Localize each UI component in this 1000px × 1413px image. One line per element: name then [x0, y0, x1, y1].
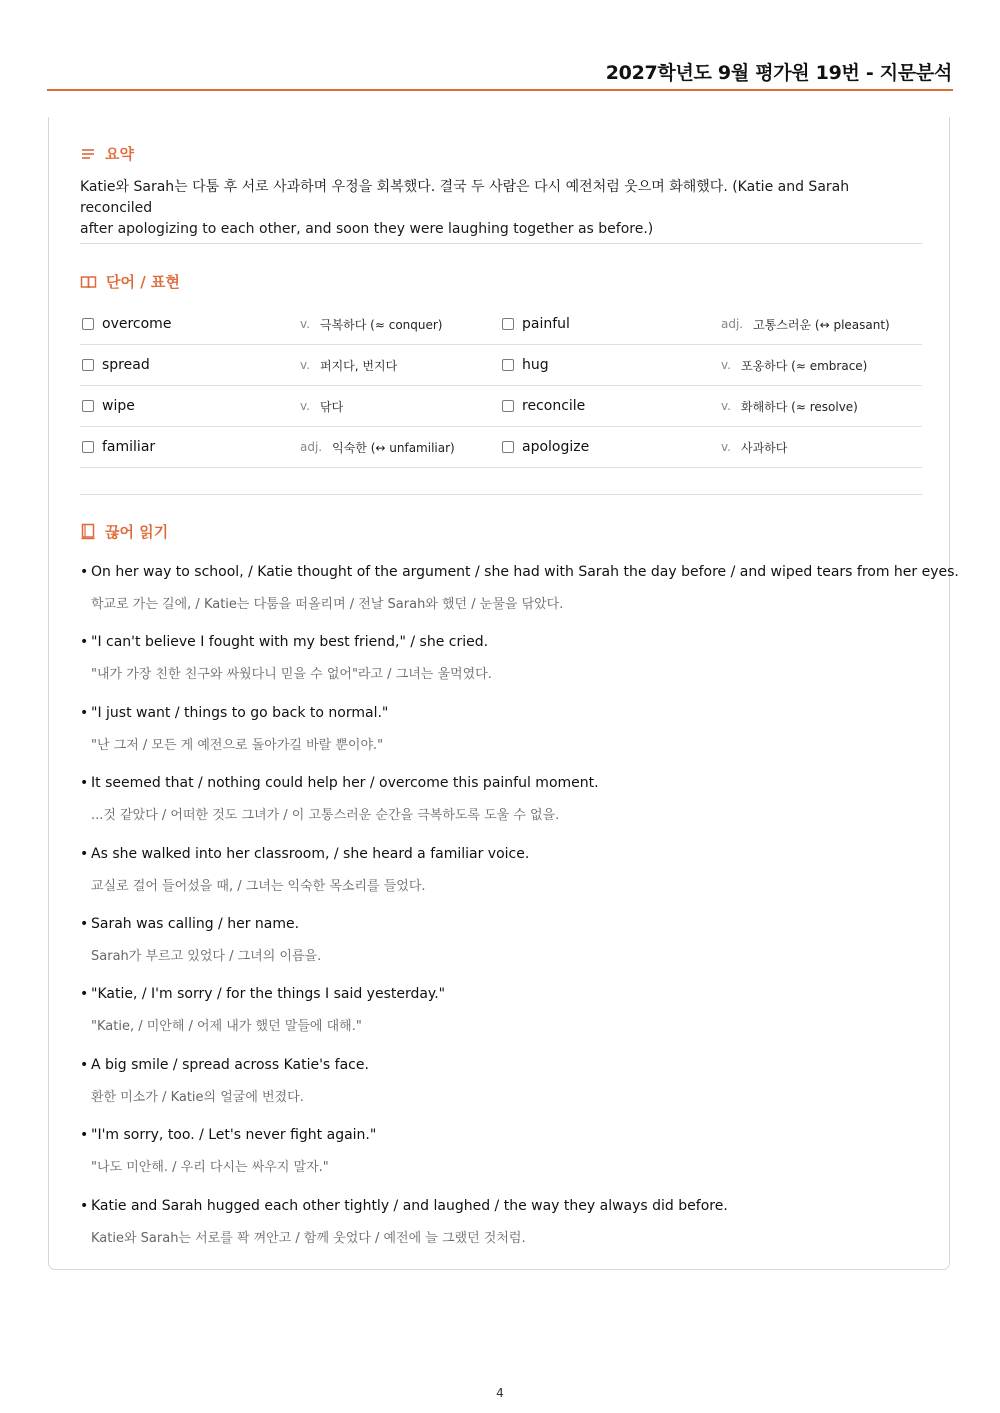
bullet: • — [80, 775, 89, 792]
reading-korean: "Katie, / 미안해 / 어제 내가 했던 말들에 대해." — [91, 1019, 362, 1035]
reading-english-text: "I'm sorry, too. / Let's never fight again." — [91, 1127, 377, 1144]
summary-line: after apologizing to each other, and soon they were laughing together as before.) — [80, 221, 654, 237]
list-item — [80, 701, 940, 771]
vocab-pos: adj. — [721, 317, 744, 331]
vocab-row — [80, 386, 922, 427]
vocab-word: painful — [522, 316, 570, 332]
vocab-def-cell — [721, 427, 787, 467]
reading-korean: Katie와 Sarah는 서로를 꽉 껴안고 / 함께 웃었다 / 예전에 늘 그랬던 것처럼. — [91, 1230, 526, 1246]
bullet: • — [80, 986, 89, 1003]
vocab-word: wipe — [102, 398, 135, 414]
bullet: • — [80, 1127, 89, 1144]
vocab-def-cell — [300, 304, 442, 344]
checkbox[interactable] — [502, 441, 514, 453]
reading-korean: "나도 미안해. / 우리 다시는 싸우지 말자." — [91, 1160, 329, 1176]
summary-heading-label: 요약 — [105, 145, 134, 163]
reading-english — [80, 846, 529, 862]
vocab-word-cell — [502, 427, 589, 467]
vocab-pos: v. — [721, 399, 731, 413]
reading-list — [80, 560, 959, 1264]
reading-korean: "내가 가장 친한 친구와 싸웠다니 믿을 수 없어"라고 / 그녀는 울먹였다. — [91, 667, 492, 683]
reading-english-text: "I can't believe I fought with my best friend," / she cried. — [91, 634, 489, 651]
reading-english-text: "I just want / things to go back to normal." — [91, 704, 389, 721]
vocab-heading-label: 단어 / 표현 — [106, 273, 180, 291]
vocab-def-cell — [300, 345, 397, 385]
vocab-meaning: 포옹하다 (≈ embrace) — [740, 358, 868, 373]
vocab-def-cell — [721, 386, 858, 426]
checkbox[interactable] — [82, 318, 94, 330]
reading-english — [80, 986, 445, 1002]
reading-english — [80, 1057, 369, 1073]
vocab-row — [80, 427, 922, 468]
vocab-word-cell — [502, 386, 585, 426]
vocab-word: overcome — [102, 316, 172, 332]
vocab-def-cell — [300, 386, 343, 426]
list-item — [80, 560, 959, 630]
vocab-def-cell — [721, 304, 890, 344]
checkbox[interactable] — [82, 441, 94, 453]
checkbox[interactable] — [82, 359, 94, 371]
bullet: • — [80, 1056, 89, 1073]
vocab-word: spread — [102, 357, 150, 373]
reading-korean: 학교로 가는 길에, / Katie는 다툼을 떠올리며 / 전날 Sarah와 했던 / 눈물을 닦았다. — [91, 597, 564, 612]
reading-english-text: A big smile / spread across Katie's face. — [91, 1056, 369, 1073]
reading-english — [80, 705, 388, 721]
vocab-word-cell — [82, 427, 155, 467]
vocab-word: reconcile — [522, 398, 586, 414]
reading-english-text: "Katie, / I'm sorry / for the things I said yesterday." — [91, 986, 446, 1003]
checkbox[interactable] — [502, 359, 514, 371]
vocab-meaning: 닦다 — [319, 399, 344, 414]
bullet: • — [80, 845, 89, 862]
page-number: 4 — [496, 1386, 504, 1400]
list-item — [80, 1123, 940, 1193]
list-item — [80, 842, 940, 912]
vocab-word-cell — [82, 345, 150, 385]
summary-line: Katie와 Sarah는 다툼 후 서로 사과하며 우정을 회복했다. 결국 두 사람은 다시 예전처럼 웃으며 화해했다. (Katie and Sarah reconciled — [80, 179, 850, 216]
checkbox[interactable] — [502, 318, 514, 330]
vocab-heading — [80, 271, 180, 292]
vocab-meaning: 사과하다 — [740, 440, 788, 455]
vocab-pos: v. — [300, 399, 310, 413]
reading-english — [80, 564, 959, 580]
notebook-icon — [80, 523, 96, 540]
summary-text — [80, 177, 920, 240]
reading-english-text: As she walked into her classroom, / she heard a familiar voice. — [91, 845, 530, 862]
reading-heading-label: 끊어 읽기 — [105, 523, 169, 541]
checkbox[interactable] — [82, 400, 94, 412]
summary-heading — [80, 143, 134, 164]
reading-english — [80, 634, 488, 650]
vocab-table — [80, 304, 922, 468]
vocab-meaning: 극복하다 (≈ conquer) — [319, 317, 443, 332]
vocab-row — [80, 304, 922, 345]
vocab-pos: v. — [721, 440, 731, 454]
list-item — [80, 982, 940, 1052]
reading-english — [80, 1127, 376, 1143]
vocab-word: hug — [522, 357, 549, 373]
reading-heading — [80, 521, 168, 542]
reading-english — [80, 916, 299, 932]
vocab-word-cell — [502, 345, 549, 385]
vocab-word: apologize — [522, 439, 590, 455]
vocab-meaning: 화해하다 (≈ resolve) — [740, 399, 858, 414]
vocab-meaning: 익숙한 (↔ unfamiliar) — [332, 440, 455, 455]
vocab-def-cell — [300, 427, 455, 467]
vocab-meaning: 퍼지다, 번지다 — [319, 358, 398, 373]
vocab-def-cell — [721, 345, 867, 385]
vocab-pos: v. — [300, 358, 310, 372]
vocab-word-cell — [82, 386, 135, 426]
lines-icon — [80, 146, 96, 162]
page-title: 2027학년도 9월 평가원 19번 - 지문분석 — [605, 62, 952, 84]
reading-korean: ...것 같았다 / 어떠한 것도 그녀가 / 이 고통스러운 순간을 극복하도록 도울 수 없을. — [91, 808, 560, 824]
reading-korean: Sarah가 부르고 있었다 / 그녀의 이름을. — [91, 948, 322, 964]
bullet: • — [80, 915, 89, 932]
checkbox[interactable] — [502, 400, 514, 412]
vocab-meaning: 고통스러운 (↔ pleasant) — [753, 317, 890, 332]
reading-korean: "난 그저 / 모든 게 예전으로 돌아가길 바랄 뿐이야." — [91, 737, 384, 753]
list-item — [80, 630, 940, 700]
reading-english-text: It seemed that / nothing could help her / overcome this painful moment. — [91, 775, 599, 792]
vocab-pos: v. — [300, 317, 310, 331]
bullet: • — [80, 704, 89, 721]
reading-korean: 교실로 걸어 들어섰을 때, / 그녀는 익숙한 목소리를 들었다. — [91, 878, 426, 894]
bullet: • — [80, 564, 89, 580]
reading-english — [80, 1198, 728, 1214]
vocab-pos: v. — [721, 358, 731, 372]
section-divider — [80, 494, 922, 495]
header-rule — [47, 89, 953, 91]
reading-english-text: Katie and Sarah hugged each other tightly / and laughed / the way they always did before. — [91, 1197, 728, 1214]
reading-english-text: On her way to school, / Katie thought of the argument / she had with Sarah the day before / and wiped tears from her eyes. — [91, 564, 959, 580]
vocab-word: familiar — [102, 439, 156, 455]
section-divider — [80, 243, 922, 244]
reading-korean: 환한 미소가 / Katie의 얼굴에 번졌다. — [91, 1089, 304, 1105]
bullet: • — [80, 1197, 89, 1214]
list-item — [80, 771, 940, 841]
list-item — [80, 1053, 940, 1123]
list-item — [80, 1194, 940, 1264]
vocab-pos: adj. — [300, 440, 323, 454]
bullet: • — [80, 634, 89, 651]
vocab-word-cell — [502, 304, 570, 344]
reading-english — [80, 775, 599, 791]
vocab-row — [80, 345, 922, 386]
list-item — [80, 912, 940, 982]
reading-english-text: Sarah was calling / her name. — [91, 915, 300, 932]
vocab-word-cell — [82, 304, 171, 344]
book-icon — [80, 274, 97, 290]
